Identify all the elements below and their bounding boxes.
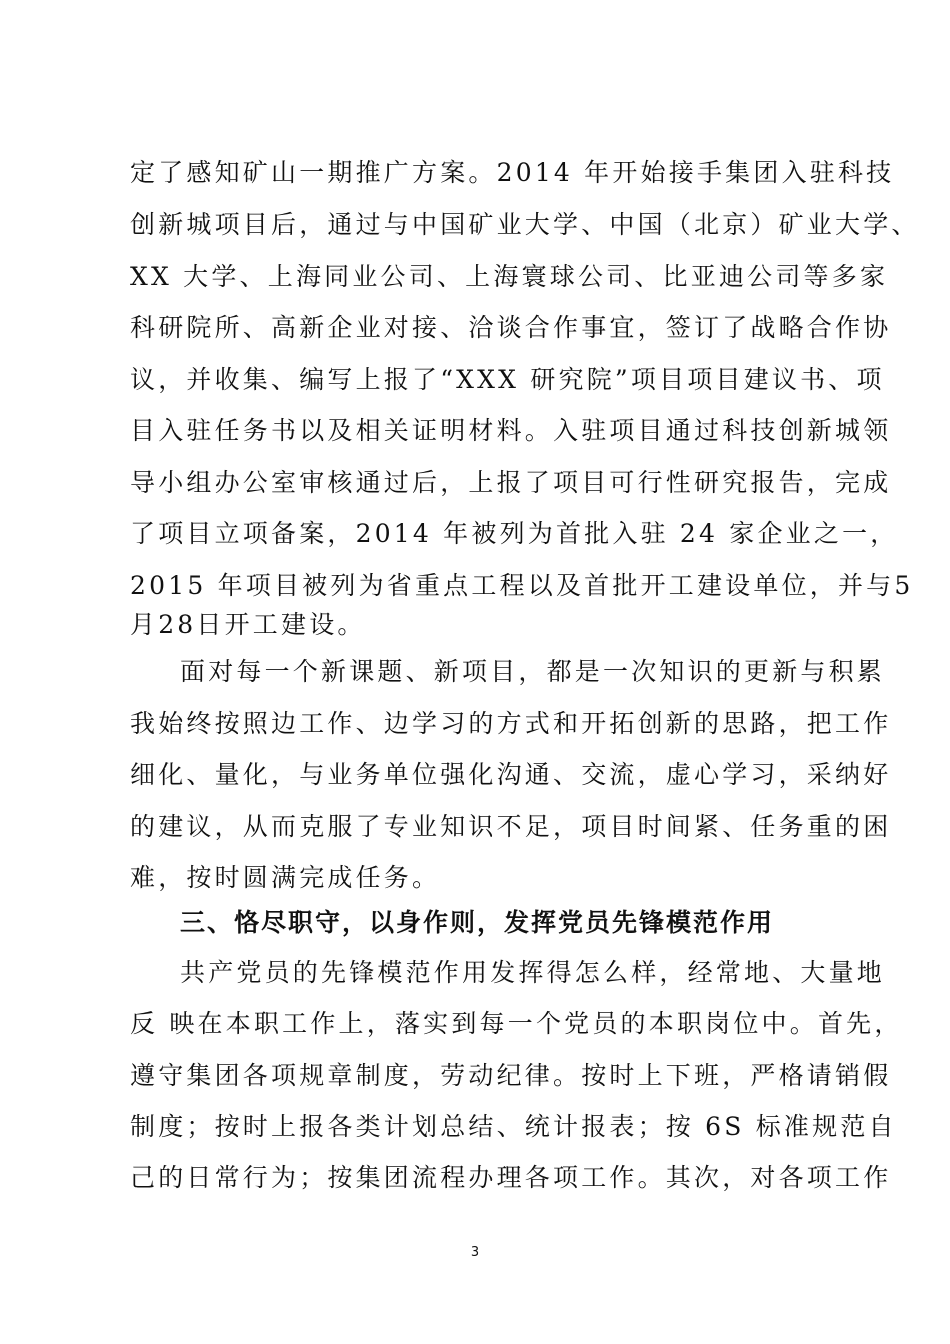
section-heading: 三、恪尽职守，以身作则，发挥党员先锋模范作用	[180, 908, 775, 937]
paragraph-line: 共产党员的先锋模范作用发挥得怎么样，经常地、大量地	[180, 958, 886, 987]
paragraph-line: 我始终按照边工作、边学习的方式和开拓创新的思路，把工作	[130, 709, 892, 738]
paragraph-line: 议，并收集、编写上报了“XXX 研究院”项目项目建议书、项	[130, 365, 885, 394]
paragraph-line: 己的日常行为；按集团流程办理各项工作。其次，对各项工作	[130, 1163, 892, 1192]
paragraph-line: 导小组办公室审核通过后，上报了项目可行性研究报告，完成	[130, 468, 892, 497]
paragraph-line: 反 映在本职工作上，落实到每一个党员的本职岗位中。首先，	[130, 1009, 903, 1038]
paragraph-line: 面对每一个新课题、新项目，都是一次知识的更新与积累	[180, 657, 886, 686]
paragraph-line: 细化、量化，与业务单位强化沟通、交流，虚心学习，采纳好	[130, 760, 892, 789]
paragraph-line: 难，按时圆满完成任务。	[130, 863, 441, 892]
paragraph-line: 2015 年项目被列为省重点工程以及首批开工建设单位，并与5	[130, 571, 914, 600]
page-number: 3	[470, 1245, 480, 1260]
paragraph-line: 制度；按时上报各类计划总结、统计报表；按 6S 标准规范自	[130, 1112, 897, 1141]
paragraph-line: 月28日开工建设。	[130, 610, 366, 639]
paragraph-line: 科研院所、高新企业对接、洽谈合作事宜，签订了战略合作协	[130, 313, 892, 342]
paragraph-line: 了项目立项备案，2014 年被列为首批入驻 24 家企业之一，	[130, 519, 899, 548]
paragraph-line: 遵守集团各项规章制度，劳动纪律。按时上下班，严格请销假	[130, 1061, 892, 1090]
paragraph-line: 的建议，从而克服了专业知识不足，项目时间紧、任务重的困	[130, 812, 892, 841]
paragraph-line: 目入驻任务书以及相关证明材料。入驻项目通过科技创新城领	[130, 416, 892, 445]
paragraph-line: 创新城项目后，通过与中国矿业大学、中国（北京）矿业大学、	[130, 210, 920, 239]
paragraph-line: 定了感知矿山一期推广方案。2014 年开始接手集团入驻科技	[130, 158, 895, 187]
paragraph-line: XX 大学、上海同业公司、上海寰球公司、比亚迪公司等多家	[130, 262, 889, 291]
